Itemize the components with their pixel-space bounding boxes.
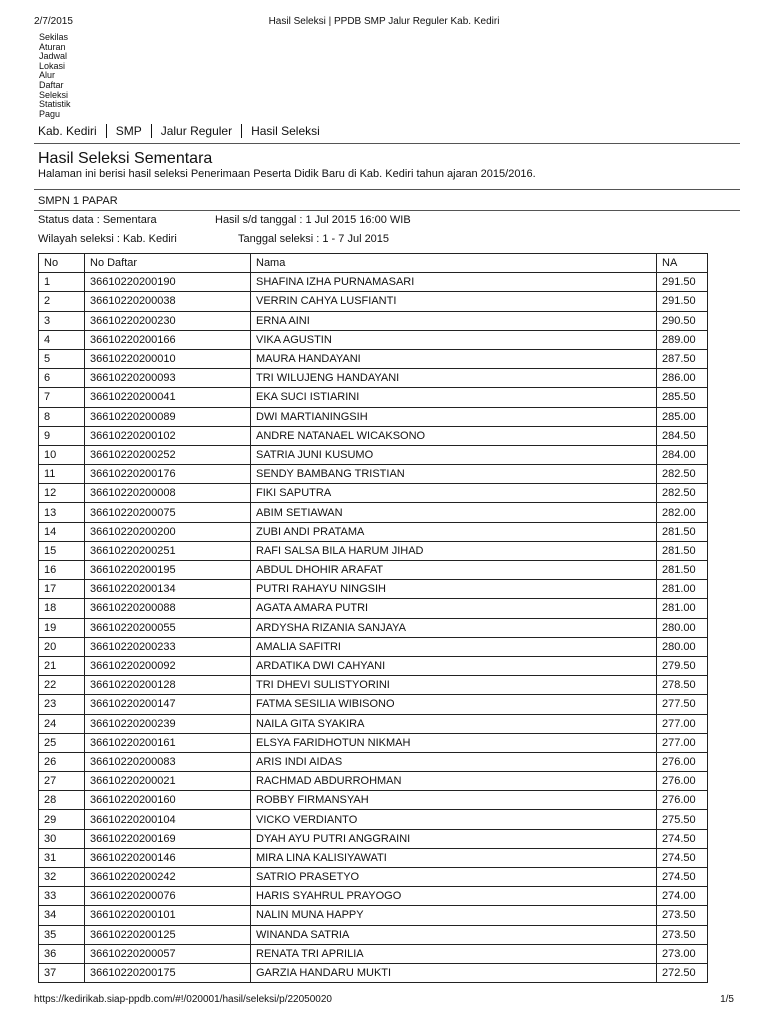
cell-no: 21 bbox=[39, 656, 85, 675]
table-row bbox=[39, 580, 708, 599]
cell-nama: PUTRI RAHAYU NINGSIH bbox=[251, 580, 657, 599]
cell-na: 290.50 bbox=[657, 311, 708, 330]
table-row bbox=[39, 695, 708, 714]
cell-nama: ANDRE NATANAEL WICAKSONO bbox=[251, 426, 657, 445]
cell-no: 1 bbox=[39, 273, 85, 292]
table-row bbox=[39, 906, 708, 925]
menu-item-daftar[interactable]: Daftar bbox=[39, 79, 64, 90]
results-body bbox=[39, 273, 708, 983]
cell-no-daftar: 36610220200075 bbox=[85, 503, 251, 522]
menu-item-pagu[interactable]: Pagu bbox=[39, 108, 61, 119]
cell-no: 8 bbox=[39, 407, 85, 426]
table-row bbox=[39, 503, 708, 522]
hasil-sd-tanggal: Hasil s/d tanggal : 1 Jul 2015 16:00 WIB bbox=[215, 214, 411, 226]
print-header bbox=[34, 16, 734, 30]
cell-no-daftar: 36610220200041 bbox=[85, 388, 251, 407]
cell-nama: ABDUL DHOHIR ARAFAT bbox=[251, 561, 657, 580]
divider bbox=[34, 143, 740, 144]
cell-no: 18 bbox=[39, 599, 85, 618]
menu-item-statistik[interactable]: Statistik bbox=[39, 99, 71, 110]
cell-no-daftar: 36610220200166 bbox=[85, 330, 251, 349]
cell-na: 279.50 bbox=[657, 656, 708, 675]
cell-no: 3 bbox=[39, 311, 85, 330]
cell-nama: AMALIA SAFITRI bbox=[251, 637, 657, 656]
cell-no: 5 bbox=[39, 349, 85, 368]
table-row bbox=[39, 349, 708, 368]
side-menu bbox=[39, 33, 71, 119]
cell-no: 37 bbox=[39, 963, 85, 982]
cell-na: 276.00 bbox=[657, 752, 708, 771]
cell-no-daftar: 36610220200102 bbox=[85, 426, 251, 445]
header-nama: Nama bbox=[251, 254, 657, 273]
cell-no: 4 bbox=[39, 330, 85, 349]
table-row bbox=[39, 656, 708, 675]
table-row bbox=[39, 426, 708, 445]
header-no-daftar: No Daftar bbox=[85, 254, 251, 273]
cell-na: 274.50 bbox=[657, 848, 708, 867]
cell-no-daftar: 36610220200076 bbox=[85, 887, 251, 906]
cell-na: 274.00 bbox=[657, 887, 708, 906]
cell-na: 277.00 bbox=[657, 733, 708, 752]
cell-na: 273.50 bbox=[657, 906, 708, 925]
table-header-row bbox=[39, 254, 708, 273]
cell-no-daftar: 36610220200021 bbox=[85, 772, 251, 791]
cell-nama: RENATA TRI APRILIA bbox=[251, 944, 657, 963]
menu-item-aturan[interactable]: Aturan bbox=[39, 41, 66, 52]
cell-no-daftar: 36610220200128 bbox=[85, 676, 251, 695]
table-row bbox=[39, 445, 708, 464]
cell-no: 11 bbox=[39, 465, 85, 484]
cell-nama: ARDATIKA DWI CAHYANI bbox=[251, 656, 657, 675]
cell-nama: MAURA HANDAYANI bbox=[251, 349, 657, 368]
cell-na: 274.50 bbox=[657, 829, 708, 848]
cell-nama: ELSYA FARIDHOTUN NIKMAH bbox=[251, 733, 657, 752]
cell-nama: EKA SUCI ISTIARINI bbox=[251, 388, 657, 407]
cell-no-daftar: 36610220200055 bbox=[85, 618, 251, 637]
cell-no: 14 bbox=[39, 522, 85, 541]
cell-no-daftar: 36610220200233 bbox=[85, 637, 251, 656]
table-row bbox=[39, 273, 708, 292]
cell-no-daftar: 36610220200230 bbox=[85, 311, 251, 330]
cell-na: 281.00 bbox=[657, 580, 708, 599]
cell-no-daftar: 36610220200161 bbox=[85, 733, 251, 752]
cell-nama: TRI WILUJENG HANDAYANI bbox=[251, 369, 657, 388]
cell-no-daftar: 36610220200125 bbox=[85, 925, 251, 944]
breadcrumb-kab-kediri[interactable]: Kab. Kediri bbox=[38, 124, 97, 138]
cell-nama: SHAFINA IZHA PURNAMASARI bbox=[251, 273, 657, 292]
cell-nama: SATRIA JUNI KUSUMO bbox=[251, 445, 657, 464]
cell-no-daftar: 36610220200088 bbox=[85, 599, 251, 618]
cell-nama: VERRIN CAHYA LUSFIANTI bbox=[251, 292, 657, 311]
status-data: Status data : Sementara bbox=[38, 214, 157, 226]
cell-no: 16 bbox=[39, 561, 85, 580]
page-description: Halaman ini berisi hasil seleksi Penerimaan Peserta Didik Baru di Kab. Kediri tahun ajaran 2015/2016. bbox=[38, 168, 536, 180]
cell-nama: FATMA SESILIA WIBISONO bbox=[251, 695, 657, 714]
cell-no: 36 bbox=[39, 944, 85, 963]
cell-na: 281.50 bbox=[657, 561, 708, 580]
breadcrumb bbox=[38, 124, 320, 138]
cell-no: 7 bbox=[39, 388, 85, 407]
table-row bbox=[39, 618, 708, 637]
cell-nama: ZUBI ANDI PRATAMA bbox=[251, 522, 657, 541]
table-row bbox=[39, 292, 708, 311]
cell-na: 282.00 bbox=[657, 503, 708, 522]
cell-na: 285.50 bbox=[657, 388, 708, 407]
cell-no: 25 bbox=[39, 733, 85, 752]
table-row bbox=[39, 848, 708, 867]
table-row bbox=[39, 772, 708, 791]
table-row bbox=[39, 465, 708, 484]
cell-no: 34 bbox=[39, 906, 85, 925]
divider bbox=[34, 189, 740, 190]
cell-no-daftar: 36610220200089 bbox=[85, 407, 251, 426]
table-row bbox=[39, 637, 708, 656]
cell-nama: DWI MARTIANINGSIH bbox=[251, 407, 657, 426]
cell-no: 9 bbox=[39, 426, 85, 445]
cell-na: 284.00 bbox=[657, 445, 708, 464]
cell-nama: ARDYSHA RIZANIA SANJAYA bbox=[251, 618, 657, 637]
cell-no: 35 bbox=[39, 925, 85, 944]
cell-no: 32 bbox=[39, 868, 85, 887]
cell-nama: TRI DHEVI SULISTYORINI bbox=[251, 676, 657, 695]
cell-na: 275.50 bbox=[657, 810, 708, 829]
cell-no: 33 bbox=[39, 887, 85, 906]
cell-na: 272.50 bbox=[657, 963, 708, 982]
cell-na: 278.50 bbox=[657, 676, 708, 695]
cell-no-daftar: 36610220200147 bbox=[85, 695, 251, 714]
cell-na: 284.50 bbox=[657, 426, 708, 445]
table-row bbox=[39, 561, 708, 580]
cell-nama: MIRA LINA KALISIYAWATI bbox=[251, 848, 657, 867]
table-row bbox=[39, 944, 708, 963]
menu-item-sekilas[interactable]: Sekilas bbox=[39, 32, 69, 42]
table-row bbox=[39, 752, 708, 771]
table-row bbox=[39, 791, 708, 810]
breadcrumb-separator bbox=[241, 124, 242, 138]
page-title: Hasil Seleksi Sementara bbox=[38, 150, 213, 167]
page-number: 1/5 bbox=[720, 994, 734, 1005]
cell-no: 29 bbox=[39, 810, 85, 829]
cell-na: 280.00 bbox=[657, 637, 708, 656]
cell-na: 274.50 bbox=[657, 868, 708, 887]
table-row bbox=[39, 311, 708, 330]
cell-na: 291.50 bbox=[657, 292, 708, 311]
cell-nama: FIKI SAPUTRA bbox=[251, 484, 657, 503]
table-row bbox=[39, 388, 708, 407]
cell-nama: RACHMAD ABDURROHMAN bbox=[251, 772, 657, 791]
print-date: 2/7/2015 bbox=[34, 16, 73, 27]
menu-item-alur[interactable]: Alur bbox=[39, 70, 56, 81]
cell-no-daftar: 36610220200169 bbox=[85, 829, 251, 848]
table-row bbox=[39, 407, 708, 426]
cell-no: 24 bbox=[39, 714, 85, 733]
cell-no-daftar: 36610220200251 bbox=[85, 541, 251, 560]
breadcrumb-separator bbox=[151, 124, 152, 138]
cell-na: 277.00 bbox=[657, 714, 708, 733]
cell-no: 30 bbox=[39, 829, 85, 848]
tanggal-seleksi: Tanggal seleksi : 1 - 7 Jul 2015 bbox=[238, 233, 390, 245]
cell-no-daftar: 36610220200101 bbox=[85, 906, 251, 925]
cell-no: 27 bbox=[39, 772, 85, 791]
cell-no-daftar: 36610220200176 bbox=[85, 465, 251, 484]
cell-na: 287.50 bbox=[657, 349, 708, 368]
table-row bbox=[39, 714, 708, 733]
cell-no: 19 bbox=[39, 618, 85, 637]
cell-no-daftar: 36610220200242 bbox=[85, 868, 251, 887]
cell-nama: AGATA AMARA PUTRI bbox=[251, 599, 657, 618]
cell-no: 26 bbox=[39, 752, 85, 771]
school-name: SMPN 1 PAPAR bbox=[38, 195, 118, 207]
cell-no: 23 bbox=[39, 695, 85, 714]
cell-no: 6 bbox=[39, 369, 85, 388]
cell-na: 281.50 bbox=[657, 522, 708, 541]
cell-no: 22 bbox=[39, 676, 85, 695]
cell-nama: VIKA AGUSTIN bbox=[251, 330, 657, 349]
cell-no: 2 bbox=[39, 292, 85, 311]
cell-na: 273.50 bbox=[657, 925, 708, 944]
cell-no-daftar: 36610220200175 bbox=[85, 963, 251, 982]
cell-na: 276.00 bbox=[657, 772, 708, 791]
cell-no: 20 bbox=[39, 637, 85, 656]
breadcrumb-separator bbox=[106, 124, 107, 138]
cell-no-daftar: 36610220200252 bbox=[85, 445, 251, 464]
table-row bbox=[39, 925, 708, 944]
table-row bbox=[39, 963, 708, 982]
cell-nama: VICKO VERDIANTO bbox=[251, 810, 657, 829]
cell-nama: DYAH AYU PUTRI ANGGRAINI bbox=[251, 829, 657, 848]
cell-no: 17 bbox=[39, 580, 85, 599]
cell-nama: ERNA AINI bbox=[251, 311, 657, 330]
cell-no-daftar: 36610220200057 bbox=[85, 944, 251, 963]
cell-no-daftar: 36610220200038 bbox=[85, 292, 251, 311]
cell-no: 10 bbox=[39, 445, 85, 464]
cell-nama: GARZIA HANDARU MUKTI bbox=[251, 963, 657, 982]
cell-no-daftar: 36610220200104 bbox=[85, 810, 251, 829]
cell-nama: ABIM SETIAWAN bbox=[251, 503, 657, 522]
menu-item-lokasi[interactable]: Lokasi bbox=[39, 60, 66, 71]
results-table bbox=[38, 253, 708, 983]
cell-na: 291.50 bbox=[657, 273, 708, 292]
cell-no-daftar: 36610220200083 bbox=[85, 752, 251, 771]
cell-nama: WINANDA SATRIA bbox=[251, 925, 657, 944]
cell-na: 277.50 bbox=[657, 695, 708, 714]
cell-na: 280.00 bbox=[657, 618, 708, 637]
cell-no-daftar: 36610220200008 bbox=[85, 484, 251, 503]
table-row bbox=[39, 829, 708, 848]
cell-na: 282.50 bbox=[657, 484, 708, 503]
cell-no-daftar: 36610220200190 bbox=[85, 273, 251, 292]
cell-no: 31 bbox=[39, 848, 85, 867]
cell-no: 28 bbox=[39, 791, 85, 810]
page-url: https://kedirikab.siap-ppdb.com/#!/020001/hasil/seleksi/p/22050020 bbox=[34, 994, 332, 1005]
table-row bbox=[39, 599, 708, 618]
cell-na: 285.00 bbox=[657, 407, 708, 426]
table-row bbox=[39, 733, 708, 752]
cell-na: 282.50 bbox=[657, 465, 708, 484]
cell-na: 273.00 bbox=[657, 944, 708, 963]
header-na: NA bbox=[657, 254, 708, 273]
table-row bbox=[39, 810, 708, 829]
cell-na: 281.00 bbox=[657, 599, 708, 618]
cell-na: 286.00 bbox=[657, 369, 708, 388]
cell-nama: NALIN MUNA HAPPY bbox=[251, 906, 657, 925]
cell-no: 15 bbox=[39, 541, 85, 560]
cell-no-daftar: 36610220200200 bbox=[85, 522, 251, 541]
table-row bbox=[39, 369, 708, 388]
divider bbox=[34, 210, 740, 211]
cell-no-daftar: 36610220200239 bbox=[85, 714, 251, 733]
menu-item-jadwal[interactable]: Jadwal bbox=[39, 51, 68, 62]
cell-no-daftar: 36610220200010 bbox=[85, 349, 251, 368]
table-row bbox=[39, 868, 708, 887]
header-no: No bbox=[39, 254, 85, 273]
breadcrumb-smp[interactable]: SMP bbox=[115, 124, 142, 138]
cell-no: 12 bbox=[39, 484, 85, 503]
table-row bbox=[39, 522, 708, 541]
cell-no-daftar: 36610220200160 bbox=[85, 791, 251, 810]
cell-nama: NAILA GITA SYAKIRA bbox=[251, 714, 657, 733]
print-page-title: Hasil Seleksi | PPDB SMP Jalur Reguler Kab. Kediri bbox=[268, 16, 500, 27]
table-row bbox=[39, 887, 708, 906]
cell-nama: RAFI SALSA BILA HARUM JIHAD bbox=[251, 541, 657, 560]
cell-no-daftar: 36610220200146 bbox=[85, 848, 251, 867]
breadcrumb-hasil-seleksi[interactable]: Hasil Seleksi bbox=[251, 124, 320, 138]
table-row bbox=[39, 676, 708, 695]
table-row bbox=[39, 541, 708, 560]
cell-no-daftar: 36610220200092 bbox=[85, 656, 251, 675]
cell-na: 289.00 bbox=[657, 330, 708, 349]
menu-item-seleksi[interactable]: Seleksi bbox=[39, 89, 69, 100]
cell-nama: HARIS SYAHRUL PRAYOGO bbox=[251, 887, 657, 906]
cell-no: 13 bbox=[39, 503, 85, 522]
cell-no-daftar: 36610220200195 bbox=[85, 561, 251, 580]
table-row bbox=[39, 484, 708, 503]
cell-na: 281.50 bbox=[657, 541, 708, 560]
cell-no-daftar: 36610220200093 bbox=[85, 369, 251, 388]
table-row bbox=[39, 330, 708, 349]
wilayah-seleksi: Wilayah seleksi : Kab. Kediri bbox=[38, 233, 177, 245]
cell-nama: SENDY BAMBANG TRISTIAN bbox=[251, 465, 657, 484]
cell-nama: ARIS INDI AIDAS bbox=[251, 752, 657, 771]
cell-nama: SATRIO PRASETYO bbox=[251, 868, 657, 887]
breadcrumb-jalur-reguler[interactable]: Jalur Reguler bbox=[160, 124, 233, 138]
cell-na: 276.00 bbox=[657, 791, 708, 810]
cell-nama: ROBBY FIRMANSYAH bbox=[251, 791, 657, 810]
cell-no-daftar: 36610220200134 bbox=[85, 580, 251, 599]
